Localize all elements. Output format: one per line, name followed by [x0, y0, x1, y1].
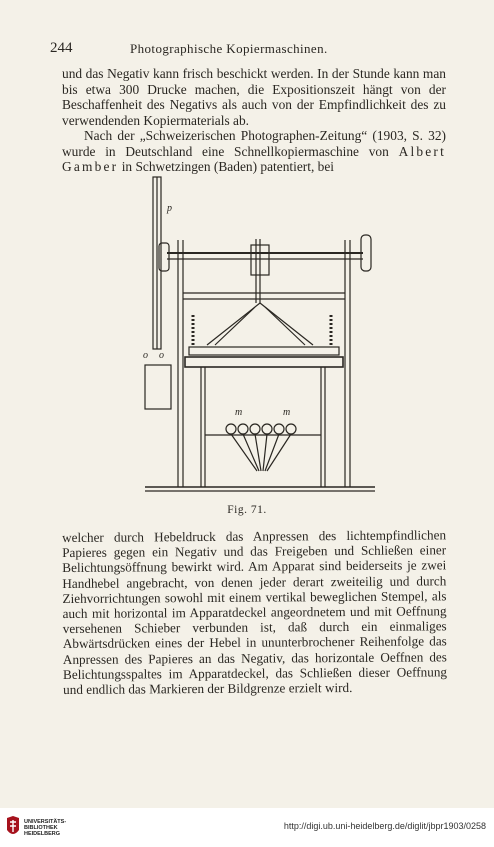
paragraph-3-text: welcher durch Hebeldruck das Anpressen des lichtempfindlichen Papieres gegen ein Negativ und das Freigeben und Schließen einer Belichtungsöffnung bewirkt wird. Am Apparat sind beiderseits je zwei Handhebel angebracht, von denen jeder derart zweiteilig und durch Ziehvorrichtungen sowohl mit einem vertikal beweglichen Stempel, als auch mit horizontal im Apparatdeckel angeordnetem und mit Oeffnung versehenen Schieber verbunden ist, daß durch ein einmaliges Abwärtsdrücken eines der Hebel in ununterbrochener Reihenfolge das Anpressen des Papieres an das Negativ, das horizontale Oeffnen des Belichtungsspaltes im Apparatdeckel, das Schließen dieser Oeffnung und endlich das Markieren der Bildgrenze erzielt wird. — [62, 527, 448, 698]
paragraph-1-text: und das Negativ kann frisch beschickt werden. In der Stunde kann man bis etwa 300 Drucke machen, die Expositionszeit hängt von der Beschaffenheit des Negativs als auch von der Empfindlichkeit des zu verwendenden Kopiermaterials ab. — [62, 66, 446, 128]
paragraph-2 — [62, 128, 446, 175]
library-logo — [6, 816, 66, 842]
label-p: p — [167, 203, 172, 214]
paragraph-2-after: in Schwetzingen (Baden) patentiert, bei — [121, 159, 335, 175]
page-header — [50, 40, 450, 58]
running-head: Photographische Kopiermaschinen. — [130, 41, 328, 56]
label-o-right: o — [159, 350, 164, 361]
paragraph-2-text — [62, 128, 446, 175]
lamp-bulbs — [226, 424, 296, 434]
copying-machine-figure — [145, 175, 395, 495]
paragraph-3 — [62, 527, 447, 697]
label-m-left: m — [235, 407, 243, 418]
source-url-link[interactable]: http://digi.ub.uni-heidelberg.de/diglit/jbpr1903/0258 — [283, 821, 486, 831]
label-o-left: o — [143, 350, 148, 361]
inventor-name: Albert Gamber — [62, 143, 446, 175]
library-logo-mark — [6, 816, 20, 838]
label-m-right: m — [283, 407, 291, 418]
library-footer — [0, 808, 494, 847]
paragraph-2-before: Nach der „Schweizerischen Photographen-Zeitung“ (1903, S. 32) wurde in Deutschland eine Schnellkopiermaschine von — [62, 128, 446, 159]
page-number: 244 — [50, 40, 73, 56]
library-logo-text: UNIVERSITÄTS- BIBLIOTHEK HEIDELBERG — [24, 819, 67, 838]
paragraph-1 — [62, 66, 446, 128]
figure-caption: Fig. 71. — [227, 504, 267, 516]
